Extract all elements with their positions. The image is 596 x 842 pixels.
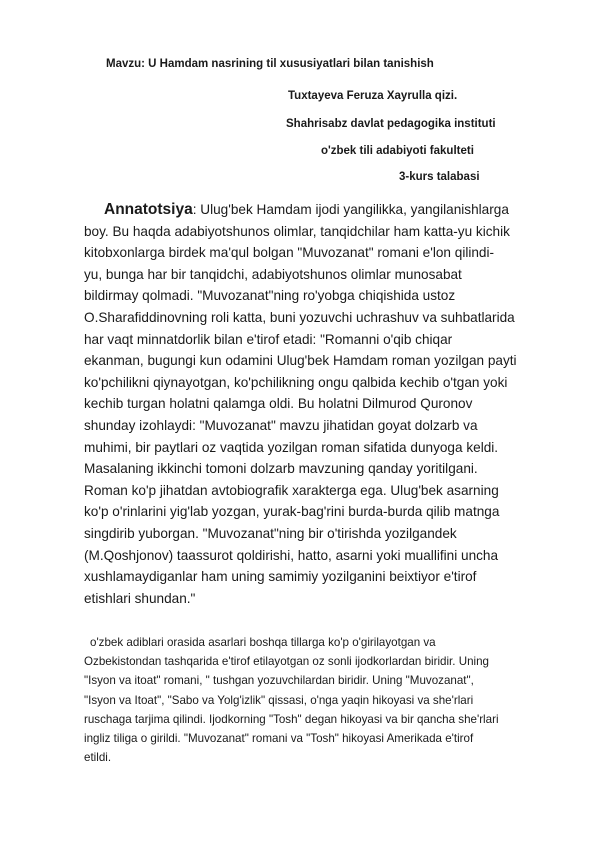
abstract-line: ko'pchilikni qiynayotgan, ko'pchilikning ongu qalbida kechib o'tgan yoki bbox=[84, 374, 508, 390]
abstract-line: (M.Qoshjonov) taassurot qoldirishi, hatto, asarni yoki muallifini uncha bbox=[84, 547, 499, 563]
abstract-line: boy. Bu haqda adabiyotshunos olimlar, tanqidchilar ham katta-yu kichik bbox=[84, 223, 510, 239]
abstract-line: ekanman, bugungi kun odamini Ulug'bek Hamdam roman yozilgan payti bbox=[84, 353, 517, 369]
abstract-line: shunday izohlaydi: "Muvozanat" mavzu jihatidan goyat dolzarb va bbox=[84, 417, 478, 433]
abstract-line: Roman ko'p jihatdan avtobiografik xarakterga ega. Ulug'bek asarning bbox=[84, 482, 499, 498]
abstract-line bbox=[84, 199, 532, 221]
abstract-line: Masalaning ikkinchi tomoni dolzarb mavzuning qanday yoritilgani. bbox=[84, 461, 478, 477]
abstract-line: kitobxonlarga birdek ma'qul bolgan "Muvozanat" romani e'lon qilindi- bbox=[84, 245, 495, 261]
abstract-line: O.Sharafiddinovning roli katta, buni yozuvchi uchrashuv va suhbatlarida bbox=[84, 309, 515, 325]
abstract-line: muhimi, bir paytlari oz vaqtida yozilgan roman sifatida dunyoga keldi. bbox=[84, 439, 499, 455]
faculty-name: o'zbek tili adabiyoti fakulteti bbox=[321, 145, 474, 157]
abstract-line: bildirmay qolmadi. "Muvozanat"ning ro'yobga chiqishida ustoz bbox=[84, 288, 456, 304]
course-label: 3-kurs talabasi bbox=[399, 171, 480, 183]
abstract-line: singdirib yuborgan. "Muvozanat"ning bir o'tirishda yozilgandek bbox=[84, 525, 457, 541]
abstract-line: ko'p o'rinlarini yig'lab yozgan, yurak-bag'rini burda-burda qilib matnga bbox=[84, 504, 500, 520]
paragraph-line: "Isyon va itoat" romani, " tushgan yozuvchilardan biridir. Uning "Muvozanat", bbox=[84, 674, 474, 688]
abstract-heading: Annatotsiya bbox=[104, 201, 193, 218]
abstract-line: har vaqt minnatdorlik bilan e'tirof etadi: "Romanni o'qib chiqar bbox=[84, 331, 453, 347]
institute-name: Shahrisabz davlat pedagogika instituti bbox=[286, 118, 496, 130]
topic-title: Mavzu: U Hamdam nasrining til xususiyatlari bilan tanishish bbox=[106, 58, 434, 70]
abstract-line: etishlari shundan." bbox=[84, 590, 196, 606]
abstract-line: yu, bunga har bir tanqidchi, adabiyotshunos olimlar munosabat bbox=[84, 266, 462, 282]
author-name: Tuxtayeva Feruza Xayrulla qizi. bbox=[288, 90, 458, 102]
paragraph-line: "Isyon va Itoat", "Sabo va Yolg'izlik" qissasi, o'nga yaqin hikoyasi va she'rlari bbox=[84, 693, 474, 707]
paragraph-line: o'zbek adiblari orasida asarlari boshqa tillarga ko'p o'girilayotgan va bbox=[90, 636, 436, 649]
abstract-line: kechib turgan holatni qalamga oldi. Bu holatni Dilmurod Quronov bbox=[84, 396, 473, 412]
paragraph-line: Ozbekistondan tashqarida e'tirof etilayotgan oz sonli ijodkorlardan biridir. Uning bbox=[84, 655, 490, 669]
abstract-line: xushlamaydiganlar ham uning samimiy yozilganini beixtiyor e'tirof bbox=[84, 569, 477, 585]
body-paragraph bbox=[84, 633, 534, 767]
paragraph-line: ingliz tiliga o girildi. "Muvozanat" romani va "Tosh" hikoyasi Amerikada e'tirof bbox=[84, 732, 474, 746]
paragraph-line: ruschaga tarjima qilindi. Ijodkorning "Tosh" degan hikoyasi va bir qancha she'rlari bbox=[84, 712, 499, 726]
abstract-line-text: : Ulug'bek Hamdam ijodi yangilikka, yangilanishlarga bbox=[192, 202, 509, 217]
paragraph-line: etildi. bbox=[84, 751, 112, 765]
abstract-section bbox=[84, 199, 532, 609]
